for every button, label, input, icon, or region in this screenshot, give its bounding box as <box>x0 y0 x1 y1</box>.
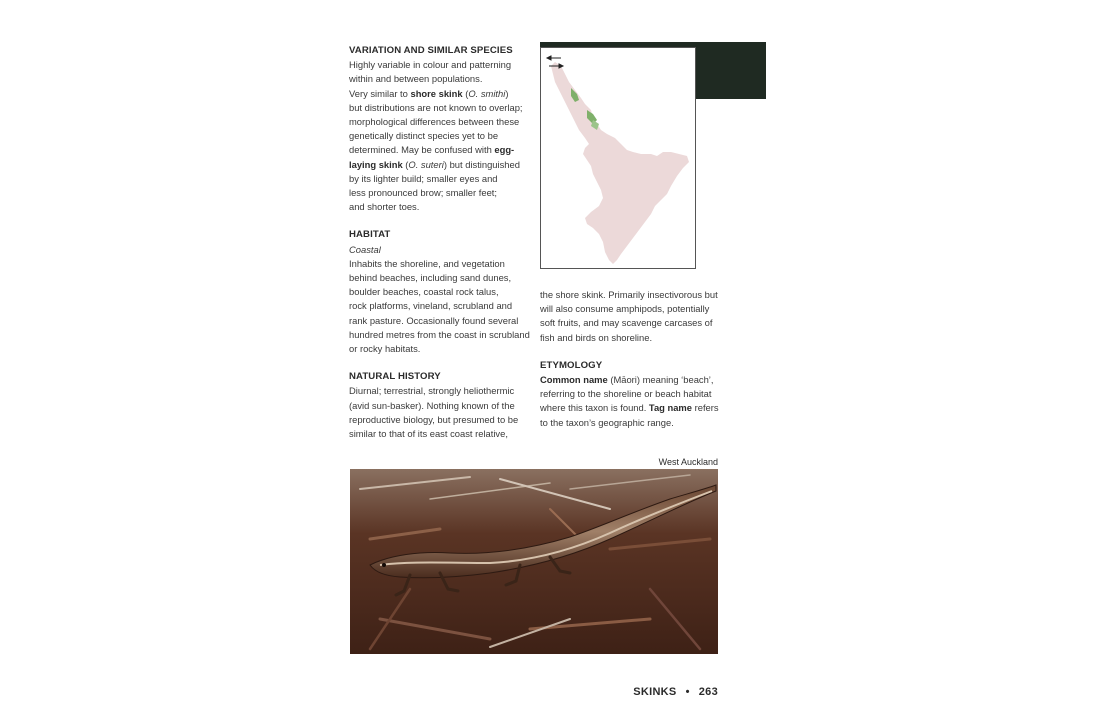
skink-photo <box>350 469 718 654</box>
natural-history-section <box>349 370 529 441</box>
text-run: ( <box>402 158 409 170</box>
habitat-line: rock platforms, vineland, scrubland and <box>349 300 513 312</box>
egg-laying-term: laying skink <box>349 158 403 170</box>
natural-history-line: the shore skink. Primarily insectivorous but <box>540 289 718 300</box>
variation-line: morphological differences between these <box>349 116 520 128</box>
north-island-map <box>541 48 695 268</box>
text-run: ) but distinguished <box>443 158 520 170</box>
variation-line: by its lighter build; smaller eyes and <box>349 172 498 184</box>
natural-history-line: will also consume amphipods, potentially <box>540 303 710 315</box>
text-run: ( <box>462 87 469 99</box>
species-name: O. suteri <box>408 158 444 170</box>
photo-caption: West Auckland <box>658 457 718 467</box>
habitat-line: Inhabits the shoreline, and vegetation <box>349 257 505 269</box>
variation-heading: VARIATION AND SIMILAR SPECIES <box>349 45 513 56</box>
variation-line <box>349 143 529 157</box>
variation-line: but distributions are not known to overlap; <box>349 101 523 113</box>
etymology-heading: ETYMOLOGY <box>540 359 603 371</box>
habitat-line: behind beaches, including sand dunes, <box>349 272 512 284</box>
etymology-line: to the taxon’s geographic range. <box>540 416 674 428</box>
skink-photo-illustration <box>350 469 718 654</box>
text-run: determined. May be confused with <box>349 144 495 156</box>
common-name-term: Common name <box>540 374 608 386</box>
tag-name-term: Tag name <box>648 402 692 414</box>
footer-separator: • <box>685 686 690 698</box>
section-name: SKINKS <box>633 686 677 698</box>
right-column <box>540 288 720 444</box>
etymology-line: referring to the shoreline or beach habitat <box>540 388 712 400</box>
natural-history-continued <box>540 288 720 345</box>
egg-laying-term: egg- <box>494 144 515 156</box>
text-run: where this taxon is found. <box>540 402 649 414</box>
natural-history-line: soft fruits, and may scavenge carcases of <box>540 317 713 329</box>
habitat-line: boulder beaches, coastal rock talus, <box>349 286 499 298</box>
variation-line <box>349 87 529 101</box>
habitat-subheading: Coastal <box>349 243 381 255</box>
variation-line: less pronounced brow; smaller feet; <box>349 187 497 199</box>
shore-skink-term: shore skink <box>410 87 463 99</box>
natural-history-line: fish and birds on shoreline. <box>540 331 653 343</box>
variation-line: and shorter toes. <box>349 201 420 213</box>
natural-history-heading: NATURAL HISTORY <box>349 371 441 383</box>
variation-section <box>349 44 529 214</box>
text-run: Very similar to <box>349 87 411 99</box>
etymology-line <box>540 401 720 415</box>
habitat-section <box>349 228 529 356</box>
variation-line: within and between populations. <box>349 73 483 85</box>
natural-history-line: reproductive biology, but presumed to be <box>349 413 519 425</box>
habitat-heading: HABITAT <box>349 229 391 241</box>
left-column <box>349 44 529 455</box>
species-name: O. smithi <box>468 87 506 99</box>
habitat-line: or rocky habitats. <box>349 343 421 355</box>
variation-line: genetically distinct species yet to be <box>349 130 499 142</box>
variation-line <box>349 158 529 172</box>
page-number: 263 <box>698 686 718 698</box>
variation-line: Highly variable in colour and patterning <box>349 59 512 71</box>
habitat-line: rank pasture. Occasionally found several <box>349 314 519 326</box>
etymology-section <box>540 359 720 430</box>
natural-history-line: similar to that of its east coast relative, <box>349 428 508 440</box>
text-run: (Māori) meaning ‘beach’, <box>607 374 714 386</box>
natural-history-line: Diurnal; terrestrial, strongly heliothermic <box>349 385 515 397</box>
etymology-line <box>540 373 720 387</box>
habitat-line: hundred metres from the coast in scrubland <box>349 328 530 340</box>
distribution-map <box>540 47 696 269</box>
text-run: refers <box>692 402 719 414</box>
page-footer <box>560 686 718 698</box>
natural-history-line: (avid sun-basker). Nothing known of the <box>349 399 515 411</box>
text-run: ) <box>505 87 509 99</box>
skink-eye <box>382 563 386 567</box>
